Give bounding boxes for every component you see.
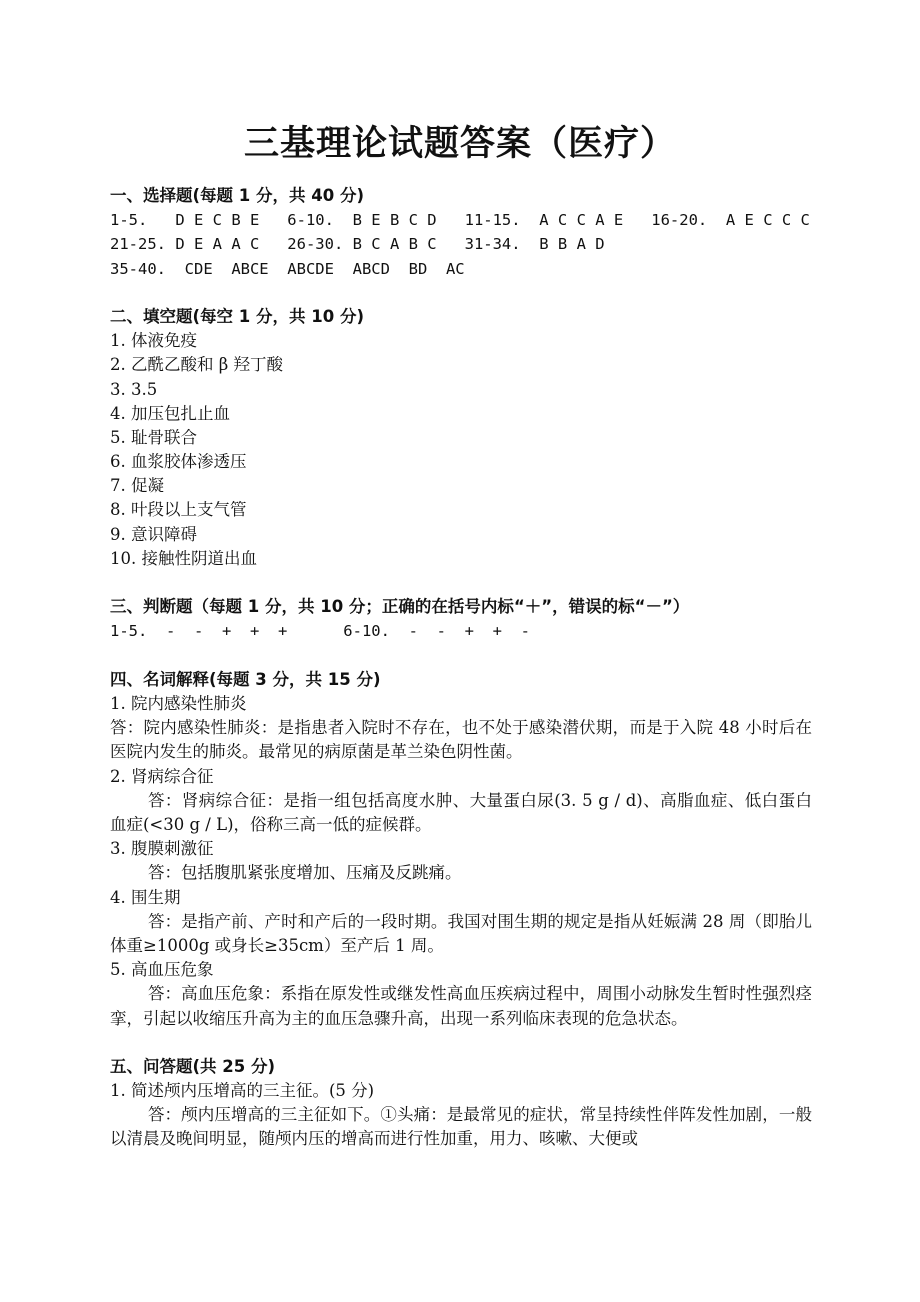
answer-line: 1-5. D E C B E 6-10. B E B C D 11-15. A C C A E 16-20. A E C C C <box>110 211 810 230</box>
list-item: 9. 意识障碍 <box>110 524 197 544</box>
section-heading-true-false: 三、判断题（每题 1 分，共 10 分；正确的在括号内标“＋”，错误的标“－”） <box>110 597 690 617</box>
section-heading-questions: 五、问答题(共 25 分) <box>110 1056 276 1076</box>
list-item: 1. 体液免疫 <box>110 331 197 351</box>
list-item: 4. 加压包扎止血 <box>110 403 230 423</box>
answer-line: 21-25. D E A A C 26-30. B C A B C 31-34. B B A D <box>110 235 605 254</box>
list-item: 10. 接触性阴道出血 <box>110 548 257 568</box>
term-answer: 答：包括腹肌紧张度增加、压痛及反跳痛。 <box>147 863 462 883</box>
section-heading-definitions: 四、名词解释(每题 3 分，共 15 分) <box>110 669 381 689</box>
question-answer: 答：颅内压增高的三主征如下。①头痛：是最常见的症状，常呈持续性伴阵发性加剧，一般以清晨及晚间明显，随颅内压的增高而进行性加重，用力、咳嗽、大便或 <box>110 1105 812 1149</box>
section-heading-choice: 一、选择题(每题 1 分，共 40 分) <box>110 186 365 205</box>
term-title: 2. 肾病综合征 <box>110 766 214 786</box>
list-item: 6. 血浆胶体渗透压 <box>110 452 247 472</box>
term-title: 5. 高血压危象 <box>110 960 214 980</box>
page-title: 三基理论试题答案（医疗） <box>243 123 676 164</box>
list-item: 3. 3.5 <box>110 379 158 399</box>
document-body <box>110 184 812 1152</box>
answer-line: 1-5. - - + + + 6-10. - - + + - <box>110 622 530 641</box>
list-item: 2. 乙酰乙酸和 β 羟丁酸 <box>110 355 284 375</box>
term-title: 4. 围生期 <box>110 887 181 907</box>
spacer <box>110 644 812 668</box>
term-answer: 答：肾病综合征：是指一组包括高度水肿、大量蛋白尿(3. 5 g / d)、高脂血症、低白蛋白血症(<30 g / L)，俗称三高一低的症候群。 <box>110 790 812 834</box>
spacer <box>110 281 812 305</box>
spacer <box>110 571 812 595</box>
list-item: 8. 叶段以上支气管 <box>110 500 247 520</box>
list-item: 5. 耻骨联合 <box>110 427 197 447</box>
section-heading-fill-blank: 二、填空题(每空 1 分，共 10 分) <box>110 306 365 326</box>
term-answer: 答：是指产前、产时和产后的一段时期。我国对围生期的规定是指从妊娠满 28 周（即胎儿体重≥1000g 或身长≥35cm）至产后 1 周。 <box>110 911 812 955</box>
term-answer: 答：高血压危象：系指在原发性或继发性高血压疾病过程中，周围小动脉发生暂时性强烈痉挛，引起以收缩压升高为主的血压急骤升高，出现一系列临床表现的危急状态。 <box>110 984 812 1028</box>
answer-line: 35-40. CDE ABCE ABCDE ABCD BD AC <box>110 259 465 278</box>
question-title: 1. 简述颅内压增高的三主征。(5 分) <box>110 1081 375 1101</box>
term-title: 3. 腹膜刺激征 <box>110 839 214 859</box>
term-answer: 答：院内感染性肺炎：是指患者入院时不存在，也不处于感染潜伏期，而是于入院 48 小时后在医院内发生的肺炎。最常见的病原菌是革兰染色阴性菌。 <box>110 718 812 762</box>
list-item: 7. 促凝 <box>110 476 164 496</box>
term-title: 1. 院内感染性肺炎 <box>110 693 247 713</box>
spacer <box>110 1031 812 1055</box>
